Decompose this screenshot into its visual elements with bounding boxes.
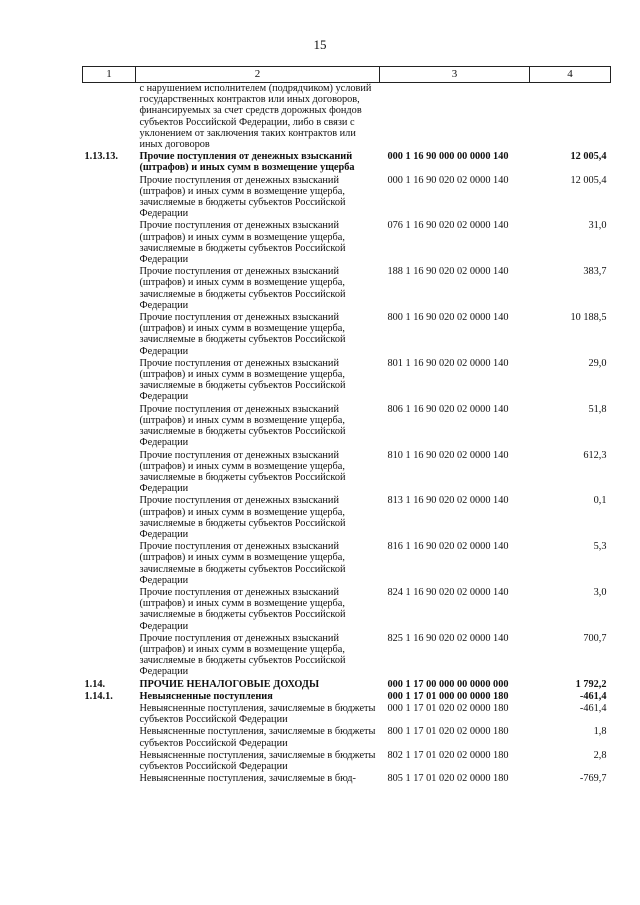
table-row xyxy=(83,150,611,173)
page-number: 15 xyxy=(313,37,327,52)
row-amount: -769,7 xyxy=(579,773,607,785)
row-amount: -461,4 xyxy=(579,690,607,702)
table-row xyxy=(83,494,611,540)
column-header-number: 1 xyxy=(83,67,136,83)
table-row xyxy=(83,772,611,784)
row-name: Прочие поступления от денежных взысканий (штрафов) и иных сумм в возмещение ущерба, зачисляемые в бюджеты субъектов Российской Федерации xyxy=(139,220,346,266)
budget-code: 076 1 16 90 020 02 0000 140 xyxy=(387,220,509,232)
row-name: Невыясненные поступления, зачисляемые в бюд- xyxy=(139,773,356,785)
table-row xyxy=(83,219,611,265)
budget-code: 800 1 16 90 020 02 0000 140 xyxy=(387,312,509,324)
row-number xyxy=(83,265,136,311)
column-header-amount: 4 xyxy=(530,67,611,83)
budget-code xyxy=(380,83,530,151)
row-number: 1.13.13. xyxy=(84,151,118,163)
row-amount: 0,1 xyxy=(593,495,607,507)
budget-code: 806 1 16 90 020 02 0000 140 xyxy=(387,403,509,415)
row-amount: 1 792,2 xyxy=(575,678,607,690)
row-name: Невыясненные поступления, зачисляемые в бюджеты субъектов Российской Федерации xyxy=(139,726,376,749)
table-row xyxy=(83,449,611,495)
row-amount: 12 005,4 xyxy=(570,174,607,186)
budget-code: 805 1 17 01 020 02 0000 180 xyxy=(387,773,509,785)
table-row xyxy=(83,265,611,311)
table-row xyxy=(83,83,611,151)
row-number xyxy=(83,772,136,784)
row-name: Невыясненные поступления xyxy=(139,690,273,702)
row-number: 1.14.1. xyxy=(84,690,113,702)
table-row xyxy=(83,403,611,449)
row-name: Прочие поступления от денежных взысканий (штрафов) и иных сумм в возмещение ущерба, зачисляемые в бюджеты субъектов Российской Федерации xyxy=(139,174,346,220)
table-row xyxy=(83,357,611,403)
budget-code: 802 1 17 01 020 02 0000 180 xyxy=(387,749,509,761)
budget-code: 816 1 16 90 020 02 0000 140 xyxy=(387,541,509,553)
budget-code: 000 1 17 00 000 00 0000 000 xyxy=(387,678,509,690)
column-header-code: 3 xyxy=(380,67,530,83)
budget-code: 000 1 16 90 000 00 0000 140 xyxy=(387,151,509,163)
table-row xyxy=(83,678,611,690)
row-name: Прочие поступления от денежных взысканий (штрафов) и иных сумм в возмещение ущерба, зачисляемые в бюджеты субъектов Российской Федерации xyxy=(139,266,346,311)
row-name: Прочие поступления от денежных взысканий (штрафов) и иных сумм в возмещение ущерба, зачисляемые в бюджеты субъектов Российской Федерации xyxy=(139,449,346,495)
row-number: 1.14. xyxy=(84,678,106,690)
table-row xyxy=(83,725,611,748)
budget-code: 801 1 16 90 020 02 0000 140 xyxy=(387,357,509,369)
row-number xyxy=(83,702,136,725)
row-number xyxy=(83,449,136,495)
row-amount: -461,4 xyxy=(579,702,607,714)
row-number xyxy=(83,83,136,151)
row-amount: 3,0 xyxy=(593,586,607,598)
budget-code: 000 1 16 90 020 02 0000 140 xyxy=(387,174,509,186)
row-name: Прочие поступления от денежных взысканий (штрафов) и иных сумм в возмещение ущерба, зачисляемые в бюджеты субъектов Российской Федерации xyxy=(139,586,346,632)
budget-code: 810 1 16 90 020 02 0000 140 xyxy=(387,449,509,461)
row-amount: 51,8 xyxy=(588,403,607,415)
row-amount: 29,0 xyxy=(588,357,607,369)
row-number xyxy=(83,749,136,772)
column-header-name: 2 xyxy=(136,67,380,83)
budget-code: 000 1 17 01 020 02 0000 180 xyxy=(387,702,509,714)
row-name: Прочие поступления от денежных взысканий (штрафов) и иных сумм в возмещение ущерба xyxy=(139,151,355,174)
row-name: Прочие поступления от денежных взысканий (штрафов) и иных сумм в возмещение ущерба, зачисляемые в бюджеты субъектов Российской Федерации xyxy=(139,495,346,540)
table-row xyxy=(83,586,611,632)
row-name: ПРОЧИЕ НЕНАЛОГОВЫЕ ДОХОДЫ xyxy=(139,678,320,690)
row-number xyxy=(83,586,136,632)
table-row xyxy=(83,540,611,586)
row-amount: 5,3 xyxy=(593,541,607,553)
row-amount: 2,8 xyxy=(593,749,607,761)
budget-code: 813 1 16 90 020 02 0000 140 xyxy=(387,495,509,507)
table-row xyxy=(83,702,611,725)
row-number xyxy=(83,174,136,220)
row-amount: 1,8 xyxy=(593,726,607,738)
budget-code: 825 1 16 90 020 02 0000 140 xyxy=(387,632,509,644)
row-name: Прочие поступления от денежных взысканий (штрафов) и иных сумм в возмещение ущерба, зачисляемые в бюджеты субъектов Российской Федерации xyxy=(139,541,346,586)
budget-code: 000 1 17 01 000 00 0000 180 xyxy=(387,690,509,702)
row-number xyxy=(83,219,136,265)
table-row xyxy=(83,174,611,220)
budget-revenue-table xyxy=(82,66,611,784)
table-row xyxy=(83,690,611,702)
table-row xyxy=(83,632,611,678)
row-amount: 383,7 xyxy=(583,266,607,278)
row-number xyxy=(83,632,136,678)
row-number xyxy=(83,725,136,748)
row-name: Невыясненные поступления, зачисляемые в бюджеты субъектов Российской Федерации xyxy=(139,702,376,726)
row-number xyxy=(83,494,136,540)
row-name: с нарушением исполнителем (подрядчиком) условий государственных контрактов или иных договоров, финансируемых за счет средств дорожных фондов субъектов Российской Федерации, либо в связи с уклонением от заключения таких контрактов или иных договоров xyxy=(139,83,372,151)
row-name: Прочие поступления от денежных взысканий (штрафов) и иных сумм в возмещение ущерба, зачисляемые в бюджеты субъектов Российской Федерации xyxy=(139,357,346,403)
budget-code: 824 1 16 90 020 02 0000 140 xyxy=(387,586,509,598)
row-number xyxy=(83,311,136,357)
row-name: Прочие поступления от денежных взысканий (штрафов) и иных сумм в возмещение ущерба, зачисляемые в бюджеты субъектов Российской Федерации xyxy=(139,312,346,357)
row-number xyxy=(83,403,136,449)
budget-code: 188 1 16 90 020 02 0000 140 xyxy=(387,266,509,278)
row-amount: 612,3 xyxy=(583,449,607,461)
row-amount: 12 005,4 xyxy=(570,151,607,163)
budget-code: 800 1 17 01 020 02 0000 180 xyxy=(387,726,509,738)
table-row xyxy=(83,749,611,772)
table-row xyxy=(83,311,611,357)
row-amount: 10 188,5 xyxy=(570,312,607,324)
row-number xyxy=(83,357,136,403)
table-header-row xyxy=(83,67,611,83)
row-amount xyxy=(530,83,611,151)
row-amount: 700,7 xyxy=(583,632,607,644)
row-name: Прочие поступления от денежных взысканий (штрафов) и иных сумм в возмещение ущерба, зачисляемые в бюджеты субъектов Российской Федерации xyxy=(139,632,346,678)
row-name: Прочие поступления от денежных взысканий (штрафов) и иных сумм в возмещение ущерба, зачисляемые в бюджеты субъектов Российской Федерации xyxy=(139,403,346,449)
row-number xyxy=(83,540,136,586)
row-amount: 31,0 xyxy=(588,220,607,232)
row-name: Невыясненные поступления, зачисляемые в бюджеты субъектов Российской Федерации xyxy=(139,749,376,772)
table-body xyxy=(83,83,611,785)
